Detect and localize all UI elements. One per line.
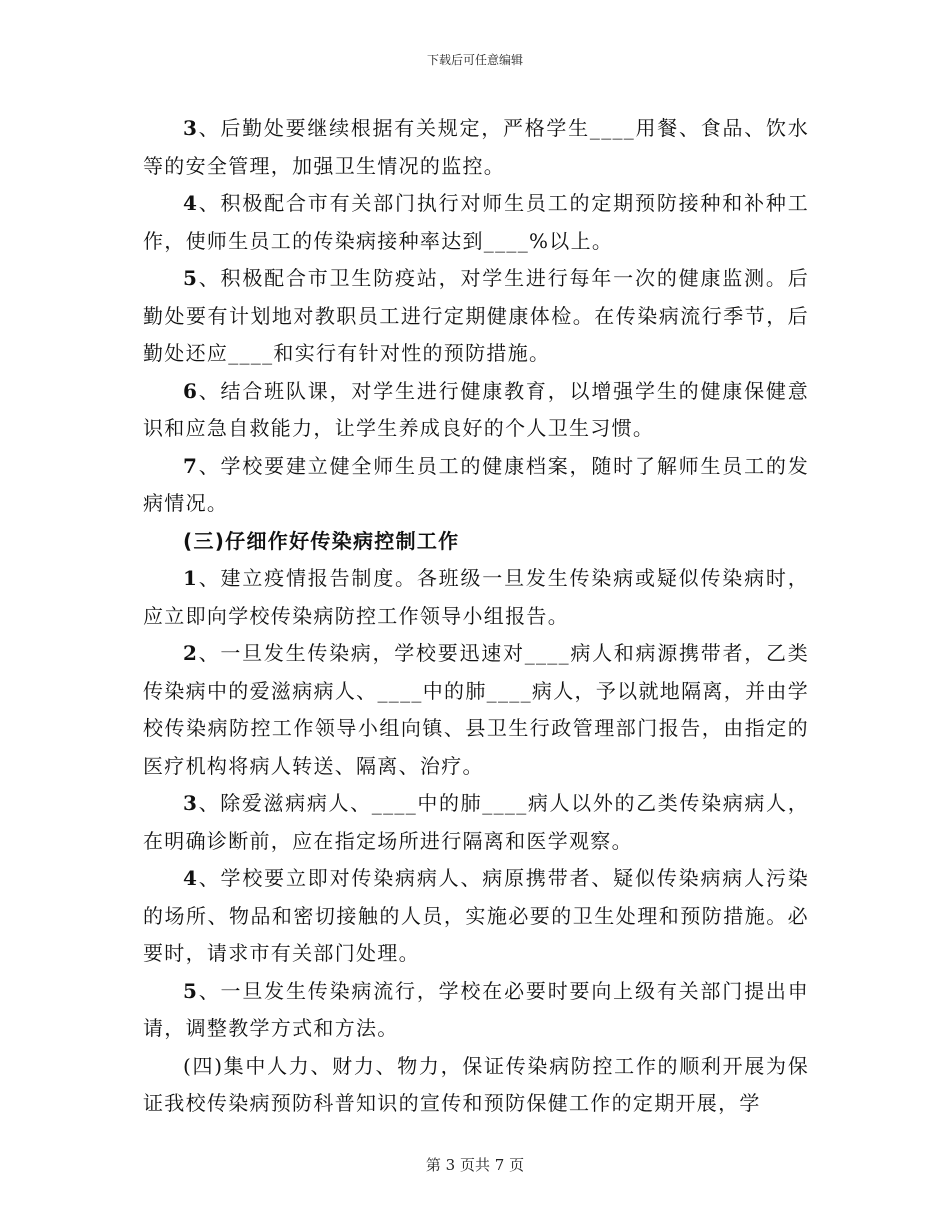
paragraph-text: 、建立疫情报告制度。各班级一旦发生传染病或疑似传染病时，应立即向学校传染病防控工作领导小组报告。	[143, 566, 809, 628]
item-number: 2	[183, 641, 199, 665]
item-number: 4	[183, 866, 199, 890]
paragraph-text: 、积极配合市有关部门执行对师生员工的定期预防接种和补种工作，使师生员工的传染病接种率达到____%以上。	[143, 191, 809, 253]
item-number: 3	[183, 791, 199, 815]
paragraph-text: 、学校要建立健全师生员工的健康档案，随时了解师生员工的发病情况。	[143, 453, 809, 515]
page-header: 下载后可任意编辑	[426, 53, 523, 67]
section-heading: (三)仔细作好传染病控制工作	[183, 528, 460, 553]
paragraph-text: 、学校要立即对传染病病人、病原携带者、疑似传染病病人污染的场所、物品和密切接触的人员，实施必要的卫生处理和预防措施。必要时，请求市有关部门处理。	[143, 866, 809, 965]
paragraph-text: 、后勤处要继续根据有关规定，严格学生____用餐、食品、饮水等的安全管理，加强卫生情况的监控。	[143, 116, 809, 178]
item-number: 5	[183, 266, 199, 290]
paragraph-text: 、除爱滋病病人、____中的肺____病人以外的乙类传染病病人，在明确诊断前，应在指定场所进行隔离和医学观察。	[143, 791, 809, 853]
page-number-footer: 第 3 页共 7 页	[425, 1156, 525, 1174]
paragraph-item-5	[143, 260, 809, 373]
paragraph-item-4b	[143, 860, 809, 973]
item-number: 1	[183, 566, 199, 590]
paragraph-text: 、一旦发生传染病，学校要迅速对____病人和病源携带者，乙类传染病中的爱滋病病人、____中的肺____病人，予以就地隔离，并由学校传染病防控工作领导小组向镇、县卫生行政管理部门报告，由指定的医疗机构将病人转送、隔离、治疗。	[143, 641, 809, 778]
paragraph-text: 、积极配合市卫生防疫站，对学生进行每年一次的健康监测。后勤处要有计划地对教职员工进行定期健康体检。在传染病流行季节，后勤处还应____和实行有针对性的预防措施。	[143, 266, 809, 365]
paragraph-text: 、一旦发生传染病流行，学校在必要时要向上级有关部门提出申请，调整教学方式和方法。	[143, 978, 809, 1040]
item-number: 3	[183, 116, 199, 140]
paragraph-item-7	[143, 448, 809, 523]
document-body	[143, 110, 809, 1123]
paragraph-item-4	[143, 185, 809, 260]
item-number: 6	[183, 378, 199, 403]
item-number: 4	[183, 191, 199, 215]
paragraph-item-6	[143, 373, 809, 448]
paragraph-section-four: (四)集中人力、财力、物力，保证传染病防控工作的顺利开展为保证我校传染病预防科普知识的宣传和预防保健工作的定期开展，学	[143, 1053, 809, 1115]
paragraph-item-5b	[143, 973, 809, 1048]
item-number: 7	[183, 453, 199, 478]
item-number: 5	[183, 978, 199, 1003]
paragraph-item-3	[143, 110, 809, 185]
paragraph-item-1	[143, 560, 809, 635]
paragraph-item-2	[143, 635, 809, 785]
paragraph-item-3b	[143, 785, 809, 860]
paragraph-text: 、结合班队课，对学生进行健康教育，以增强学生的健康保健意识和应急自救能力，让学生养成良好的个人卫生习惯。	[143, 378, 809, 440]
